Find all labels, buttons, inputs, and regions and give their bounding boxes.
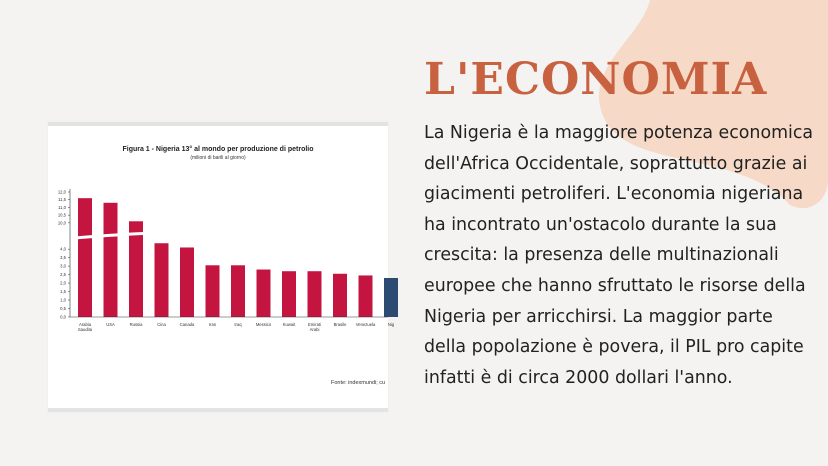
chart-title: Figura 1 - Nigeria 13° al mondo per produzione di petrolio bbox=[122, 146, 314, 153]
y-tick-label: 4,0 bbox=[60, 246, 66, 252]
chart-bar bbox=[78, 198, 92, 317]
x-category-label: Messico bbox=[255, 322, 272, 327]
chart-plot bbox=[48, 122, 395, 412]
x-category-label: Iraq bbox=[234, 322, 242, 327]
y-tick-label: 3,0 bbox=[60, 263, 66, 269]
y-tick-label: 0,0 bbox=[60, 314, 66, 320]
y-tick-label: 3,5 bbox=[60, 255, 66, 261]
chart-bar bbox=[104, 203, 118, 317]
y-tick-label: 10,5 bbox=[57, 212, 66, 218]
y-tick-label: 10,0 bbox=[57, 220, 66, 226]
x-category-label: Emirati Arabi bbox=[307, 322, 322, 332]
x-category-label: Venezuela bbox=[355, 322, 376, 327]
chart-bar bbox=[155, 243, 169, 317]
chart-bar bbox=[180, 247, 194, 317]
chart-bar bbox=[206, 265, 220, 317]
chart-bar bbox=[333, 274, 347, 317]
y-tick-label: 11,5 bbox=[58, 197, 66, 203]
chart-figure bbox=[48, 122, 395, 412]
y-tick-label: 0,5 bbox=[60, 306, 66, 312]
chart-bar bbox=[129, 221, 143, 317]
chart-bar bbox=[359, 275, 373, 317]
chart-bar bbox=[308, 271, 322, 317]
x-category-label: Brasile bbox=[333, 322, 347, 327]
x-category-label: Russia bbox=[129, 322, 143, 327]
chart-bar bbox=[282, 271, 296, 317]
chart-bar bbox=[231, 265, 245, 317]
x-category-label: Canada bbox=[179, 322, 195, 327]
x-category-label: Nig bbox=[387, 322, 395, 327]
slide-title: L'ECONOMIA bbox=[424, 54, 768, 105]
x-category-label: Cina bbox=[157, 322, 166, 327]
chart-bar bbox=[257, 270, 271, 317]
chart-subtitle: (milioni di barili al giorno) bbox=[190, 155, 246, 161]
y-tick-label: 1,0 bbox=[60, 297, 66, 303]
y-tick-label: 1,5 bbox=[60, 289, 66, 295]
y-tick-label: 2,5 bbox=[60, 272, 66, 278]
x-category-label: Iran bbox=[208, 322, 217, 327]
chart-bar bbox=[384, 278, 398, 317]
x-category-label: USA bbox=[106, 322, 115, 327]
figure-bottom-rule bbox=[48, 408, 388, 412]
y-tick-label: 12,0 bbox=[57, 189, 66, 195]
slide-body-text: La Nigeria è la maggiore potenza economica dell'Africa Occidentale, soprattutto grazie ai giacimenti petroliferi. L'economia nigeriana ha incontrato un'ostacolo durante la sua crescita: la presenza delle multinazionali europee che hanno sfruttato le risorse della Nigeria per arricchirsi. La maggior parte della popolazione è povera, il PIL pro capite infatti è di circa 2000 dollari l'anno. bbox=[424, 123, 814, 388]
y-tick-label: 11,0 bbox=[58, 204, 66, 210]
y-tick-label: 2,0 bbox=[60, 280, 66, 286]
x-category-label: Kuwait bbox=[282, 322, 296, 327]
chart-source: Fonte: indexmundi; cu bbox=[331, 380, 386, 386]
x-category-label: Arabia Saudita bbox=[77, 322, 93, 332]
